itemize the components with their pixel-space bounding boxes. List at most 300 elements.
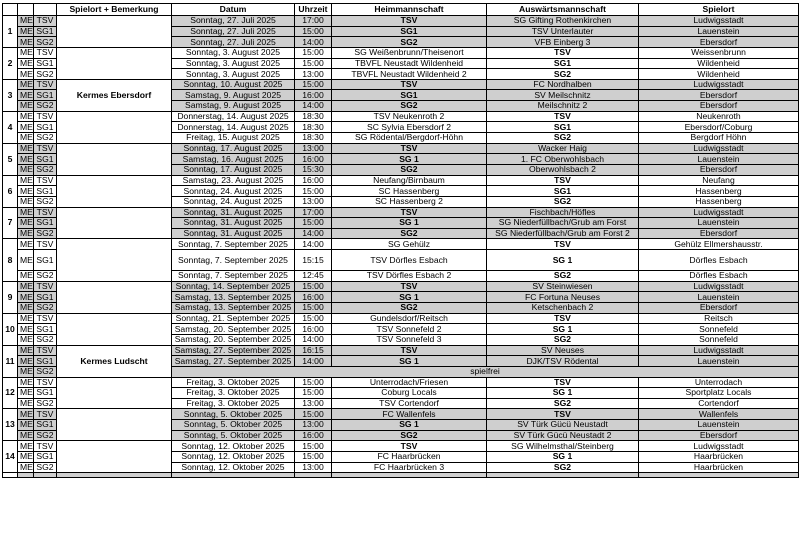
venue-cell: Ebersdorf [639, 228, 799, 239]
date-cell: Samstag, 16. August 2025 [172, 154, 295, 165]
league-cell: ME [18, 398, 34, 409]
header-spacer [18, 4, 34, 16]
matchday-number: 6 [3, 175, 18, 207]
team-cell: SG1 [34, 451, 57, 462]
team-cell: TSV [34, 111, 57, 122]
partial-cell [639, 473, 799, 478]
away-team-cell: TSV [487, 239, 639, 250]
home-team-cell: TSV Dörfles Esbach [332, 250, 487, 271]
venue-cell: Reitsch [639, 313, 799, 324]
home-team-cell: TSV Dörfles Esbach 2 [332, 271, 487, 282]
time-cell: 14:00 [295, 228, 332, 239]
date-cell: Samstag, 27. September 2025 [172, 345, 295, 356]
time-cell: 17:00 [295, 207, 332, 218]
venue-cell: Ebersdorf [639, 37, 799, 48]
venue-cell: Lauenstein [639, 26, 799, 37]
table-row [3, 281, 799, 292]
header-home: Heimmannschaft [332, 4, 487, 16]
matchday-number: 11 [3, 345, 18, 377]
away-team-cell: TSV [487, 377, 639, 388]
date-cell: Sonntag, 17. August 2025 [172, 164, 295, 175]
partial-cell [18, 473, 34, 478]
team-cell: SG1 [34, 388, 57, 399]
date-cell: Sonntag, 24. August 2025 [172, 186, 295, 197]
league-cell: ME [18, 143, 34, 154]
date-cell: Samstag, 13. September 2025 [172, 292, 295, 303]
time-cell: 15:00 [295, 281, 332, 292]
date-cell: Sonntag, 12. Oktober 2025 [172, 451, 295, 462]
partial-cell [57, 473, 172, 478]
home-team-cell: SG2 [332, 164, 487, 175]
remark-cell [57, 47, 172, 79]
league-cell: ME [18, 69, 34, 80]
away-team-cell: SV Meilschnitz [487, 90, 639, 101]
date-cell: Samstag, 9. August 2025 [172, 90, 295, 101]
remark-cell [57, 175, 172, 207]
team-cell: SG1 [34, 292, 57, 303]
partial-cell [34, 473, 57, 478]
partial-cell [172, 473, 295, 478]
matchday-number: 4 [3, 111, 18, 143]
venue-cell: Ludwigsstadt [639, 441, 799, 452]
team-cell: SG1 [34, 90, 57, 101]
time-cell: 18:30 [295, 133, 332, 144]
league-cell: ME [18, 377, 34, 388]
league-cell: ME [18, 281, 34, 292]
away-team-cell: TSV [487, 409, 639, 420]
home-team-cell: SG 1 [332, 218, 487, 229]
venue-cell: Lauenstein [639, 218, 799, 229]
remark-cell [57, 281, 172, 313]
venue-cell: Wildenheid [639, 69, 799, 80]
remark-cell [57, 313, 172, 345]
league-cell: ME [18, 79, 34, 90]
remark-cell: Kermes Ludscht [57, 345, 172, 377]
date-cell: Freitag, 3. Oktober 2025 [172, 377, 295, 388]
table-row [3, 79, 799, 90]
time-cell: 12:45 [295, 271, 332, 282]
date-cell: Sonntag, 5. Oktober 2025 [172, 409, 295, 420]
league-cell: ME [18, 16, 34, 27]
date-cell: Freitag, 3. Oktober 2025 [172, 398, 295, 409]
remark-cell [57, 239, 172, 281]
table-row [3, 47, 799, 58]
time-cell: 15:30 [295, 164, 332, 175]
team-cell: SG1 [34, 420, 57, 431]
league-cell: ME [18, 420, 34, 431]
away-team-cell: TSV [487, 175, 639, 186]
team-cell: SG1 [34, 356, 57, 367]
team-cell: SG1 [34, 250, 57, 271]
league-cell: ME [18, 175, 34, 186]
team-cell: TSV [34, 377, 57, 388]
home-team-cell: SC Sylvia Ebersdorf 2 [332, 122, 487, 133]
team-cell: TSV [34, 441, 57, 452]
venue-cell: Lauenstein [639, 292, 799, 303]
partial-cell [295, 473, 332, 478]
venue-cell: Wildenheid [639, 58, 799, 69]
team-cell: TSV [34, 16, 57, 27]
time-cell: 14:00 [295, 356, 332, 367]
date-cell: Sonntag, 12. Oktober 2025 [172, 462, 295, 473]
header-spacer [3, 4, 18, 16]
table-row [3, 207, 799, 218]
free-cell: spielfrei [172, 366, 799, 377]
home-team-cell: TSV Neukenroth 2 [332, 111, 487, 122]
date-cell: Sonntag, 3. August 2025 [172, 58, 295, 69]
venue-cell: Lauenstein [639, 154, 799, 165]
league-cell: ME [18, 207, 34, 218]
away-team-cell: SG2 [487, 133, 639, 144]
team-cell: TSV [34, 47, 57, 58]
team-cell: TSV [34, 239, 57, 250]
away-team-cell: SG1 [487, 122, 639, 133]
home-team-cell: SG 1 [332, 292, 487, 303]
home-team-cell: TSV Sonnefeld 3 [332, 334, 487, 345]
league-cell: ME [18, 356, 34, 367]
away-team-cell: SG 1 [487, 388, 639, 399]
home-team-cell: SG2 [332, 430, 487, 441]
away-team-cell: SG Gifting Rothenkirchen [487, 16, 639, 27]
date-cell: Sonntag, 5. Oktober 2025 [172, 430, 295, 441]
team-cell: SG1 [34, 26, 57, 37]
header-spacer [34, 4, 57, 16]
venue-cell: Ludwigsstadt [639, 16, 799, 27]
team-cell: SG2 [34, 101, 57, 112]
time-cell: 13:00 [295, 69, 332, 80]
table-row [3, 441, 799, 452]
away-team-cell: TSV Unterlauter [487, 26, 639, 37]
league-cell: ME [18, 90, 34, 101]
home-team-cell: TSV [332, 441, 487, 452]
league-cell: ME [18, 196, 34, 207]
team-cell: TSV [34, 143, 57, 154]
venue-cell: Gehülz Ellmershausstr. [639, 239, 799, 250]
venue-cell: Ebersdorf [639, 303, 799, 314]
away-team-cell: SG Niederfüllbach/Grub am Forst [487, 218, 639, 229]
venue-cell: Haarbrücken [639, 451, 799, 462]
time-cell: 13:00 [295, 196, 332, 207]
remark-cell [57, 111, 172, 143]
time-cell: 15:00 [295, 441, 332, 452]
team-cell: SG2 [34, 228, 57, 239]
away-team-cell: SV Steinwiesen [487, 281, 639, 292]
team-cell: SG2 [34, 303, 57, 314]
matchday-number: 8 [3, 239, 18, 281]
remark-cell [57, 409, 172, 441]
remark-cell [57, 441, 172, 473]
team-cell: SG2 [34, 37, 57, 48]
time-cell: 16:00 [295, 90, 332, 101]
away-team-cell: Fischbach/Höfles [487, 207, 639, 218]
home-team-cell: SG 1 [332, 420, 487, 431]
time-cell: 16:00 [295, 324, 332, 335]
time-cell: 15:00 [295, 451, 332, 462]
league-cell: ME [18, 430, 34, 441]
venue-cell: Lauenstein [639, 356, 799, 367]
away-team-cell: VFB Einberg 3 [487, 37, 639, 48]
league-cell: ME [18, 388, 34, 399]
home-team-cell: SG Weißenbrunn/Theisenort [332, 47, 487, 58]
remark-cell: Kermes Ebersdorf [57, 79, 172, 111]
remark-cell [57, 207, 172, 239]
away-team-cell: Meilschnitz 2 [487, 101, 639, 112]
league-cell: ME [18, 250, 34, 271]
away-team-cell: TSV [487, 313, 639, 324]
table-row [3, 143, 799, 154]
date-cell: Sonntag, 10. August 2025 [172, 79, 295, 90]
home-team-cell: TSV [332, 143, 487, 154]
date-cell: Samstag, 20. September 2025 [172, 334, 295, 345]
time-cell: 14:00 [295, 37, 332, 48]
venue-cell: Ebersdorf/Coburg [639, 122, 799, 133]
home-team-cell: TSV [332, 345, 487, 356]
league-cell: ME [18, 47, 34, 58]
home-team-cell: TSV Sonnefeld 2 [332, 324, 487, 335]
away-team-cell: SG 1 [487, 250, 639, 271]
home-team-cell: Neufang/Birnbaum [332, 175, 487, 186]
home-team-cell: SG2 [332, 37, 487, 48]
time-cell: 15:00 [295, 58, 332, 69]
time-cell: 16:00 [295, 154, 332, 165]
partial-cell [3, 473, 18, 478]
team-cell: SG1 [34, 122, 57, 133]
league-cell: ME [18, 271, 34, 282]
date-cell: Sonntag, 5. Oktober 2025 [172, 420, 295, 431]
venue-cell: Ludwigsstadt [639, 207, 799, 218]
league-cell: ME [18, 292, 34, 303]
time-cell: 14:00 [295, 101, 332, 112]
league-cell: ME [18, 186, 34, 197]
league-cell: ME [18, 409, 34, 420]
venue-cell: Hassenberg [639, 196, 799, 207]
time-cell: 16:00 [295, 292, 332, 303]
time-cell: 18:30 [295, 111, 332, 122]
team-cell: SG2 [34, 366, 57, 377]
home-team-cell: SG 1 [332, 356, 487, 367]
date-cell: Sonntag, 27. Juli 2025 [172, 26, 295, 37]
time-cell: 15:00 [295, 303, 332, 314]
away-team-cell: SG Niederfüllbach/Grub am Forst 2 [487, 228, 639, 239]
league-cell: ME [18, 164, 34, 175]
venue-cell: Ebersdorf [639, 90, 799, 101]
date-cell: Donnerstag, 14. August 2025 [172, 122, 295, 133]
date-cell: Samstag, 27. September 2025 [172, 356, 295, 367]
away-team-cell: SG1 [487, 186, 639, 197]
venue-cell: Ludwigsstadt [639, 281, 799, 292]
away-team-cell: SG 1 [487, 324, 639, 335]
header-venue: Spielort [639, 4, 799, 16]
matchday-number: 1 [3, 16, 18, 48]
home-team-cell: TSV [332, 16, 487, 27]
table-row [3, 239, 799, 250]
date-cell: Sonntag, 7. September 2025 [172, 239, 295, 250]
date-cell: Sonntag, 21. September 2025 [172, 313, 295, 324]
away-team-cell: SG2 [487, 398, 639, 409]
time-cell: 16:00 [295, 175, 332, 186]
remark-cell [57, 377, 172, 409]
remark-cell [57, 143, 172, 175]
partial-cell [487, 473, 639, 478]
time-cell: 16:15 [295, 345, 332, 356]
team-cell: SG2 [34, 271, 57, 282]
away-team-cell: SG 1 [487, 451, 639, 462]
venue-cell: Ebersdorf [639, 164, 799, 175]
away-team-cell: Wacker Haig [487, 143, 639, 154]
table-row [3, 313, 799, 324]
team-cell: SG2 [34, 164, 57, 175]
league-cell: ME [18, 303, 34, 314]
date-cell: Sonntag, 17. August 2025 [172, 143, 295, 154]
time-cell: 13:00 [295, 420, 332, 431]
away-team-cell: Ketschenbach 2 [487, 303, 639, 314]
time-cell: 15:00 [295, 313, 332, 324]
away-team-cell: SG2 [487, 196, 639, 207]
venue-cell: Wallenfels [639, 409, 799, 420]
table-row [3, 409, 799, 420]
matchday-number: 9 [3, 281, 18, 313]
league-cell: ME [18, 122, 34, 133]
team-cell: TSV [34, 175, 57, 186]
home-team-cell: TBVFL Neustadt Wildenheid 2 [332, 69, 487, 80]
time-cell: 15:00 [295, 377, 332, 388]
date-cell: Sonntag, 14. September 2025 [172, 281, 295, 292]
time-cell: 14:00 [295, 239, 332, 250]
table-row [3, 345, 799, 356]
away-team-cell: 1. FC Oberwohlsbach [487, 154, 639, 165]
home-team-cell: SG1 [332, 90, 487, 101]
venue-cell: Ludwigsstadt [639, 345, 799, 356]
home-team-cell: FC Haarbrücken [332, 451, 487, 462]
league-cell: ME [18, 462, 34, 473]
date-cell: Samstag, 9. August 2025 [172, 101, 295, 112]
league-cell: ME [18, 366, 34, 377]
date-cell: Sonntag, 24. August 2025 [172, 196, 295, 207]
schedule-body [3, 16, 799, 478]
date-cell: Samstag, 23. August 2025 [172, 175, 295, 186]
away-team-cell: SV Neuses [487, 345, 639, 356]
home-team-cell: SG2 [332, 228, 487, 239]
date-cell: Sonntag, 31. August 2025 [172, 218, 295, 229]
matchday-number: 12 [3, 377, 18, 409]
time-cell: 18:30 [295, 122, 332, 133]
venue-cell: Dörfles Esbach [639, 250, 799, 271]
home-team-cell: SG1 [332, 26, 487, 37]
home-team-cell: FC Wallenfels [332, 409, 487, 420]
league-cell: ME [18, 101, 34, 112]
league-cell: ME [18, 345, 34, 356]
venue-cell: Sportplatz Locals [639, 388, 799, 399]
home-team-cell: SG2 [332, 101, 487, 112]
league-cell: ME [18, 451, 34, 462]
team-cell: TSV [34, 281, 57, 292]
time-cell: 15:00 [295, 26, 332, 37]
home-team-cell: SG 1 [332, 154, 487, 165]
header-row [3, 4, 799, 16]
date-cell: Sonntag, 3. August 2025 [172, 47, 295, 58]
home-team-cell: TBVFL Neustadt Wildenheid [332, 58, 487, 69]
team-cell: SG2 [34, 430, 57, 441]
venue-cell: Neukenroth [639, 111, 799, 122]
team-cell: SG2 [34, 462, 57, 473]
team-cell: SG1 [34, 154, 57, 165]
time-cell: 13:00 [295, 143, 332, 154]
time-cell: 15:00 [295, 186, 332, 197]
league-cell: ME [18, 239, 34, 250]
venue-cell: Cortendorf [639, 398, 799, 409]
home-team-cell: TSV [332, 207, 487, 218]
date-cell: Sonntag, 31. August 2025 [172, 228, 295, 239]
league-cell: ME [18, 441, 34, 452]
venue-cell: Neufang [639, 175, 799, 186]
date-cell: Sonntag, 27. Juli 2025 [172, 16, 295, 27]
home-team-cell: Unterrodach/Friesen [332, 377, 487, 388]
matchday-number: 3 [3, 79, 18, 111]
time-cell: 15:00 [295, 218, 332, 229]
away-team-cell: SG2 [487, 334, 639, 345]
team-cell: TSV [34, 207, 57, 218]
team-cell: SG1 [34, 186, 57, 197]
matchday-number: 2 [3, 47, 18, 79]
league-cell: ME [18, 58, 34, 69]
matchday-number: 10 [3, 313, 18, 345]
matchday-number: 14 [3, 441, 18, 473]
team-cell: TSV [34, 79, 57, 90]
venue-cell: Ludwigsstadt [639, 143, 799, 154]
date-cell: Samstag, 13. September 2025 [172, 303, 295, 314]
venue-cell: Ludwigsstadt [639, 79, 799, 90]
away-team-cell: TSV [487, 47, 639, 58]
home-team-cell: Coburg Locals [332, 388, 487, 399]
team-cell: SG2 [34, 398, 57, 409]
header-date: Datum [172, 4, 295, 16]
away-team-cell: SG2 [487, 69, 639, 80]
partial-cell [332, 473, 487, 478]
team-cell: SG1 [34, 58, 57, 69]
matchday-number: 5 [3, 143, 18, 175]
table-row [3, 175, 799, 186]
matchday-number: 7 [3, 207, 18, 239]
away-team-cell: FC Nordhalben [487, 79, 639, 90]
header-away: Auswärtsmannschaft [487, 4, 639, 16]
venue-cell: Ebersdorf [639, 430, 799, 441]
date-cell: Sonntag, 7. September 2025 [172, 250, 295, 271]
time-cell: 15:00 [295, 388, 332, 399]
venue-cell: Lauenstein [639, 420, 799, 431]
table-row [3, 377, 799, 388]
schedule-table [2, 3, 799, 478]
time-cell: 15:00 [295, 79, 332, 90]
team-cell: SG2 [34, 133, 57, 144]
away-team-cell: TSV [487, 111, 639, 122]
date-cell: Freitag, 15. August 2025 [172, 133, 295, 144]
team-cell: SG1 [34, 218, 57, 229]
team-cell: SG2 [34, 196, 57, 207]
home-team-cell: Gundelsdorf/Reitsch [332, 313, 487, 324]
home-team-cell: SC Hassenberg 2 [332, 196, 487, 207]
time-cell: 15:15 [295, 250, 332, 271]
home-team-cell: TSV Cortendorf [332, 398, 487, 409]
league-cell: ME [18, 313, 34, 324]
time-cell: 16:00 [295, 430, 332, 441]
league-cell: ME [18, 324, 34, 335]
date-cell: Freitag, 3. Oktober 2025 [172, 388, 295, 399]
league-cell: ME [18, 37, 34, 48]
venue-cell: Weissenbrunn [639, 47, 799, 58]
league-cell: ME [18, 228, 34, 239]
home-team-cell: FC Haarbrücken 3 [332, 462, 487, 473]
venue-cell: Haarbrücken [639, 462, 799, 473]
